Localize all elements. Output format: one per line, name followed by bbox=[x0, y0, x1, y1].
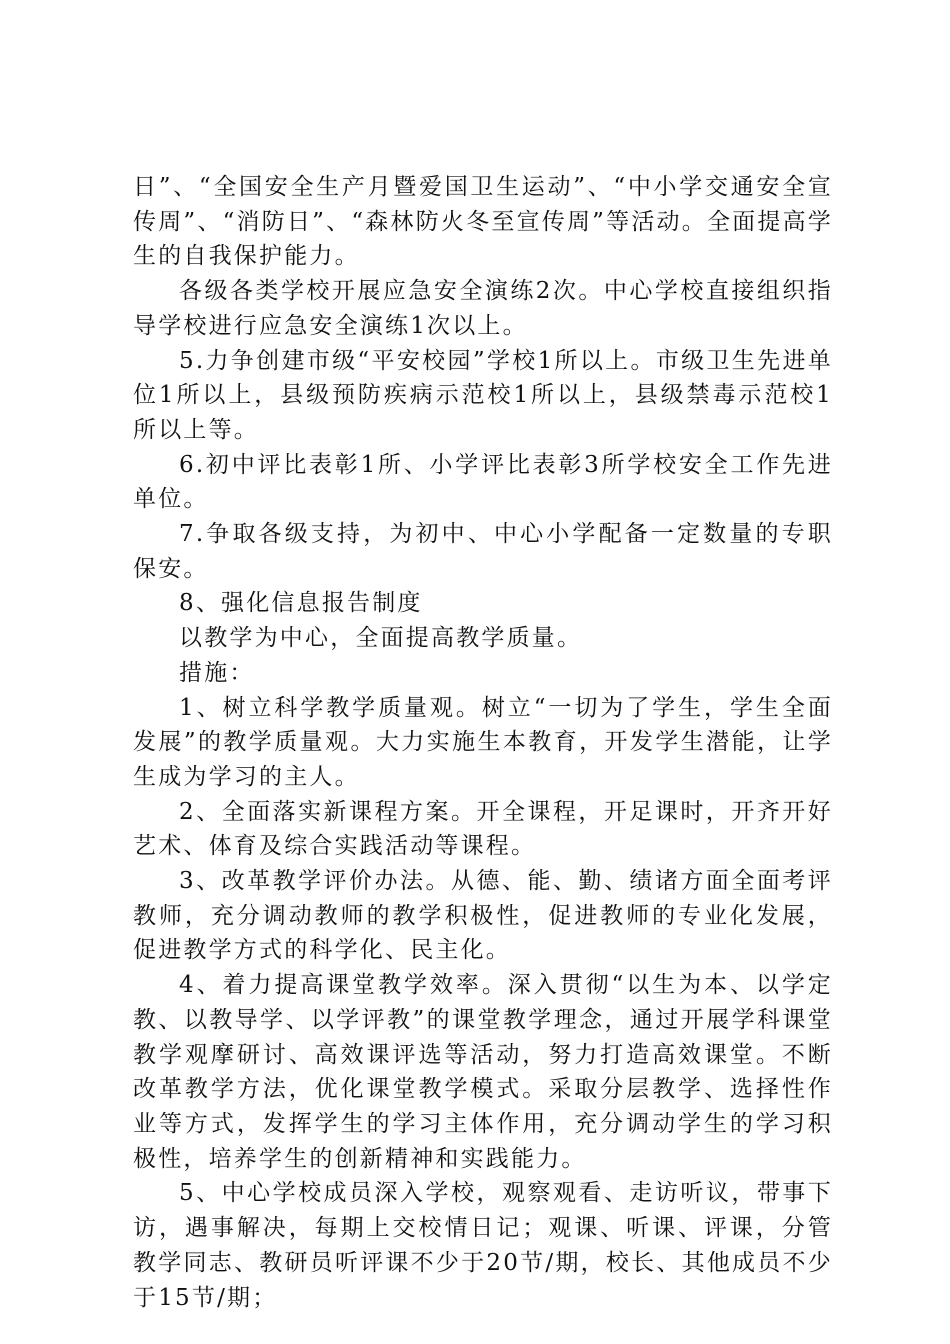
paragraph-2: 各级各类学校开展应急安全演练2次。中心学校直接组织指导学校进行应急安全演练1次以上。 bbox=[133, 278, 833, 339]
paragraph-10: 2、全面落实新课程方案。开全课程，开足课时，开齐开好艺术、体育及综合实践活动等课程。 bbox=[133, 798, 833, 860]
paragraph-11: 3、改革教学评价办法。从德、能、勤、绩诸方面全面考评教师，充分调动教师的教学积极性，促进教师的专业化发展，促进教学方式的科学化、民主化。 bbox=[133, 868, 833, 964]
paragraph-8: 措施： bbox=[179, 659, 255, 686]
paragraph-7: 以教学为中心，全面提高教学质量。 bbox=[179, 625, 583, 652]
paragraph-12: 4、着力提高课堂教学效率。深入贯彻“以生为本、以学定教、以教导学、以学评教”的课堂教学理念，通过开展学科课堂教学观摩研讨、高效课评选等活动，努力打造高效课堂。不断改革教学方法，优化课堂教学模式。采取分层教学、选择性作业等方式，发挥学生的学习主体作用，充分调动学生的学习积极性，培养学生的创新精神和实践能力。 bbox=[133, 972, 833, 1172]
paragraph-3: 5.力争创建市级“平安校园”学校1所以上。市级卫生先进单位1所以上，县级预防疾病示范校1所以上，县级禁毒示范校1所以上等。 bbox=[133, 347, 833, 443]
paragraph-1: 日”、“全国安全生产月暨爱国卫生运动”、“中小学交通安全宣传周”、“消防日”、“森林防火冬至宣传周”等活动。全面提高学生的自我保护能力。 bbox=[133, 174, 833, 270]
paragraph-5: 7.争取各级支持，为初中、中心小学配备一定数量的专职保安。 bbox=[133, 521, 833, 582]
paragraph-6: 8、强化信息报告制度 bbox=[179, 590, 423, 617]
paragraph-4: 6.初中评比表彰1所、小学评比表彰3所学校安全工作先进单位。 bbox=[133, 451, 833, 513]
document-body bbox=[133, 170, 833, 1315]
paragraph-13: 5、中心学校成员深入学校，观察观看、走访听议，带事下访，遇事解决，每期上交校情日记；观课、听课、评课，分管教学同志、教研员听评课不少于20节/期，校长、其他成员不少于15节/期； bbox=[133, 1180, 833, 1311]
paragraph-9: 1、树立科学教学质量观。树立“一切为了学生，学生全面发展”的教学质量观。大力实施生本教育，开发学生潜能，让学生成为学习的主人。 bbox=[133, 694, 833, 790]
